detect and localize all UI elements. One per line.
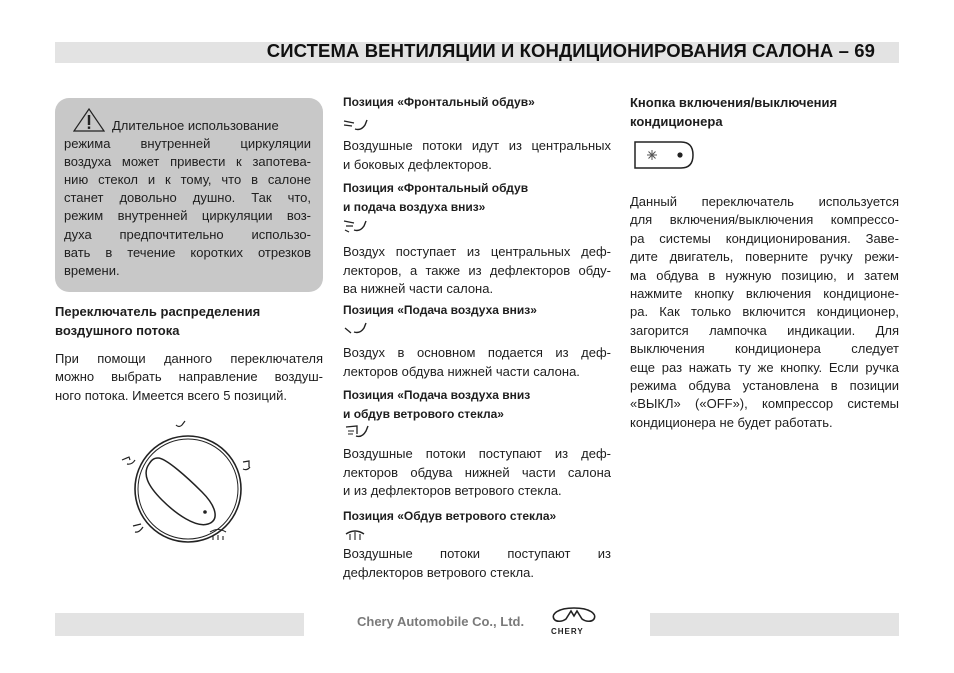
ac-line: режима обдува установлена в позиции <box>630 378 899 394</box>
position-line: Воздушные потоки идут из центральных <box>343 138 611 153</box>
floor-defrost-icon <box>344 423 370 439</box>
distribution-title-line: Переключатель распределения <box>55 304 261 319</box>
distribution-line: При помощи данного переключателя <box>55 351 323 366</box>
footer-bar-right <box>650 613 899 636</box>
distribution-title <box>55 302 323 340</box>
position-title-line: и подача воздуха вниз» <box>343 199 486 214</box>
warning-line: Длительное использование <box>112 118 279 133</box>
ac-line: нажмите кнопку включения кондиционе- <box>630 286 899 302</box>
position-title: Позиция «Подача воздуха вниз» <box>343 303 537 317</box>
ac-line: выключения кондиционера следует <box>630 341 899 357</box>
position-text <box>343 545 611 582</box>
knob-floor-defrost-marker-icon <box>243 461 250 470</box>
ac-title-line: Кнопка включения/выключения <box>630 95 838 110</box>
mode-knob-diagram <box>118 420 268 545</box>
warning-line: режим внутренней циркуляции воз- <box>64 208 311 224</box>
position-text <box>343 445 611 501</box>
ac-line: Данный переключатель используется <box>630 194 899 209</box>
ac-indicator-light <box>677 152 682 157</box>
position-line: Воздушные потоки поступают из <box>343 546 611 561</box>
position-line: и из дефлекторов ветрового стекла. <box>343 483 562 498</box>
ac-line: для включения/выключения компрессо- <box>630 212 899 228</box>
footer-bar-left <box>55 613 304 636</box>
warning-line: воздуха может привести к запотева- <box>64 154 311 170</box>
knob-defrost-marker-icon <box>210 530 226 541</box>
ac-line: ма обдува в нужную позицию, и затем <box>630 267 899 283</box>
warning-line: нию стекол и к тому, что в салоне <box>64 172 311 188</box>
logo-text: CHERY <box>551 627 584 636</box>
position-title: Позиция «Обдув ветрового стекла» <box>343 509 557 523</box>
position-title-line: Позиция «Подача воздуха вниз <box>343 388 531 402</box>
ac-line: ра системы кондиционирования. Заве- <box>630 230 899 246</box>
warning-line: режима внутренней циркуляции <box>64 136 311 152</box>
position-text <box>343 137 611 174</box>
position-line: Воздушные потоки поступают из деф- <box>343 446 611 461</box>
footer-company: Chery Automobile Co., Ltd. <box>357 614 525 629</box>
position-line: и боковых дефлекторов. <box>343 156 492 172</box>
ac-line: дите двигатель, поверните ручку режи- <box>630 249 899 265</box>
knob-face-marker-icon <box>133 524 143 532</box>
chery-logo-icon <box>548 607 600 627</box>
position-line: лекторов, а также из дефлекторов обду- <box>343 262 611 278</box>
face-vent-icon <box>343 117 369 133</box>
knob-floor-marker-icon <box>176 421 185 427</box>
ac-line: загорится лампочка индикации. Для <box>630 322 899 338</box>
position-text <box>343 243 611 299</box>
ac-line: кондиционера не будет работать. <box>630 414 833 430</box>
ac-button[interactable] <box>633 140 697 170</box>
position-line: дефлекторов ветрового стекла. <box>343 564 534 580</box>
position-title: Позиция «Фронтальный обдув» <box>343 95 535 109</box>
warning-line: вать в течение коротких отрезков <box>64 244 311 260</box>
warning-line: станет довольно душно. Так что, <box>64 190 311 206</box>
ac-text <box>630 193 899 432</box>
knob-face-floor-marker-icon <box>122 457 135 464</box>
position-line: Воздух поступает из центральных деф- <box>343 244 611 259</box>
position-text <box>343 344 611 381</box>
defrost-icon <box>344 528 366 542</box>
mode-knob <box>135 436 241 542</box>
face-floor-vent-icon <box>343 218 369 234</box>
distribution-text <box>55 350 323 405</box>
position-title-line: и обдув ветрового стекла» <box>343 406 504 421</box>
distribution-line: ного потока. Имеется всего 5 позиций. <box>55 387 287 403</box>
warning-line: духа предпочтительно использо- <box>64 226 311 242</box>
position-title <box>343 179 528 216</box>
warning-text <box>64 117 311 280</box>
position-line: ва нижней части салона. <box>343 281 494 296</box>
ac-snowflake-icon <box>647 150 657 160</box>
page-title: СИСТЕМА ВЕНТИЛЯЦИИ И КОНДИЦИОНИРОВАНИЯ САЛОНА – 69 <box>266 40 875 61</box>
header-bar <box>55 42 899 63</box>
ac-title-line: кондиционера <box>630 114 723 129</box>
distribution-line: можно выбрать направление воздуш- <box>55 369 323 385</box>
position-line: Воздух в основном подается из деф- <box>343 345 611 360</box>
position-line: лекторов обдува нижней части салона <box>343 464 611 480</box>
ac-title <box>630 93 899 131</box>
warning-line: времени. <box>64 262 120 278</box>
ac-line: «ВЫКЛ» («OFF»), компрессор системы <box>630 396 899 412</box>
floor-vent-icon <box>343 320 369 336</box>
distribution-title-line: воздушного потока <box>55 323 180 338</box>
position-line: лекторов обдува нижней части салона. <box>343 363 580 379</box>
ac-line: еще раз нажать ту же кнопку. Если ручка <box>630 359 899 375</box>
ac-line: ра. Как только включится кондиционер, <box>630 304 899 320</box>
position-title <box>343 386 530 423</box>
position-title-line: Позиция «Фронтальный обдув <box>343 181 529 195</box>
